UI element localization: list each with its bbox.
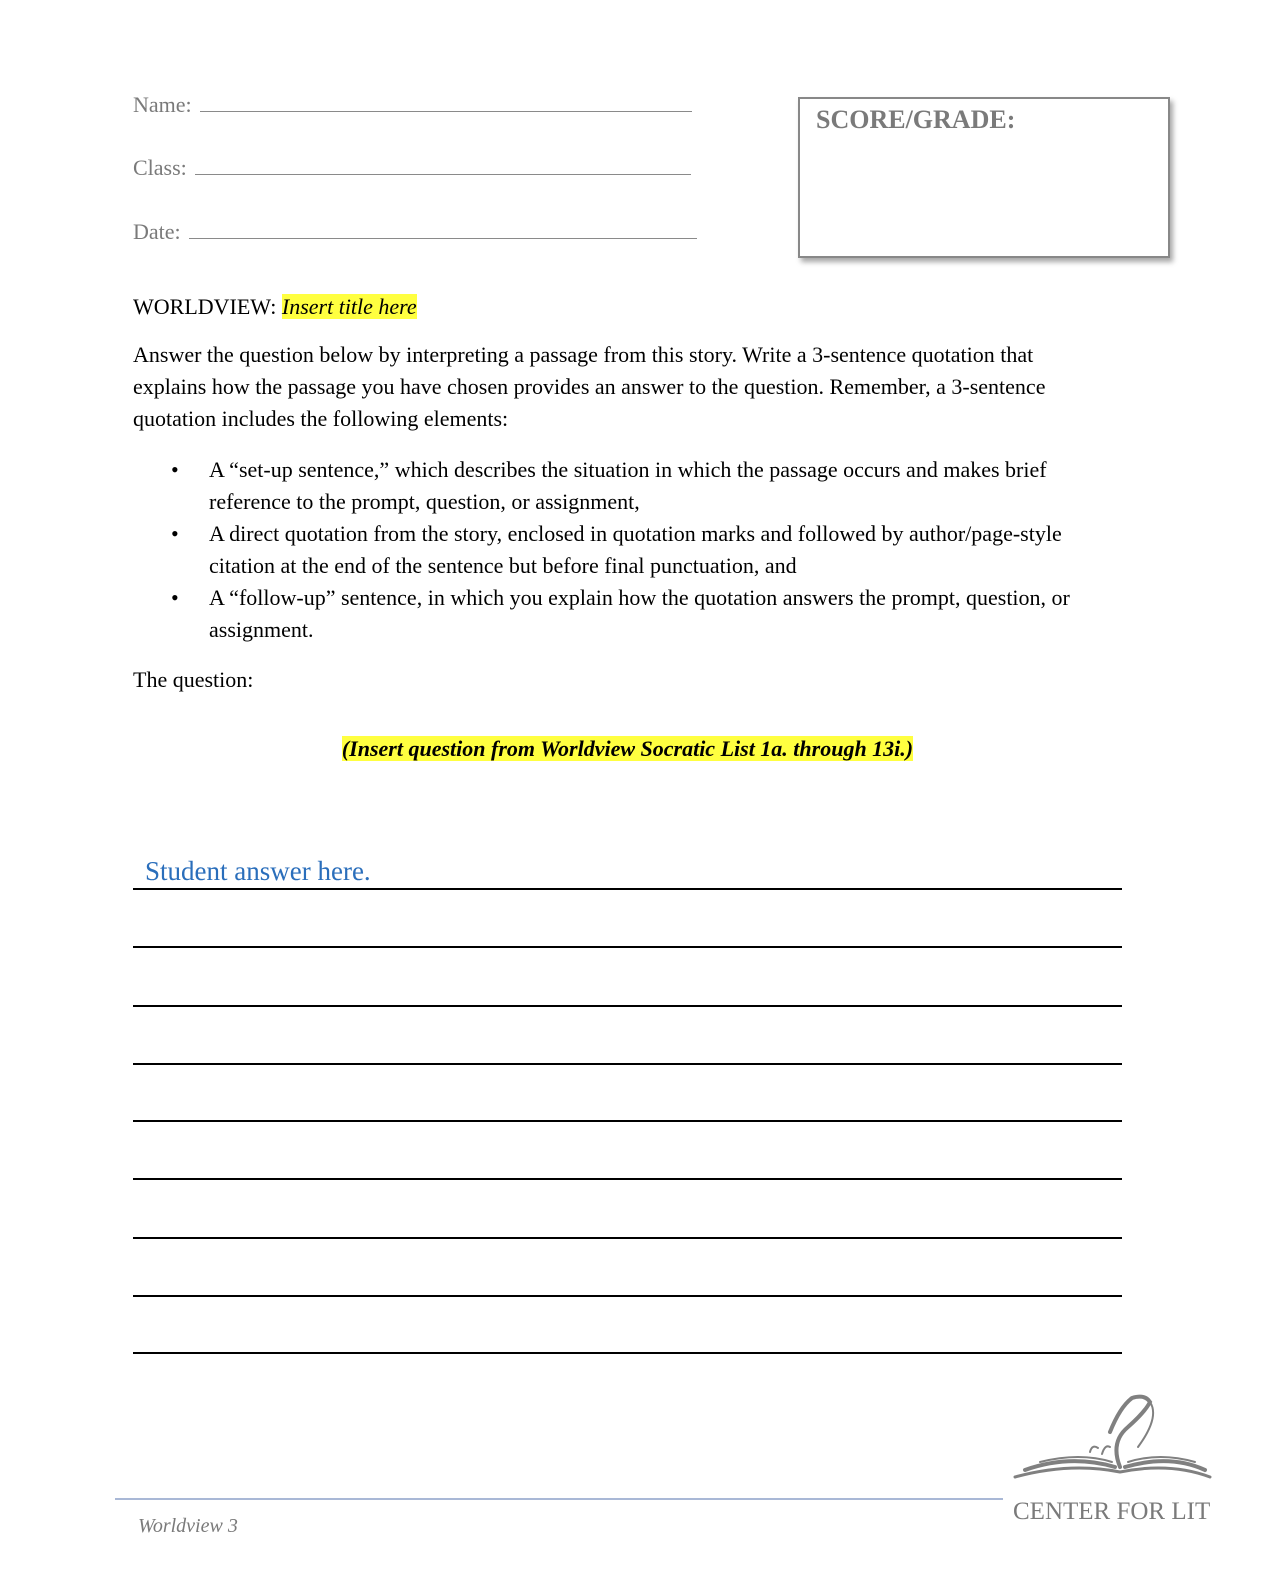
answer-line: [133, 1178, 1122, 1180]
answer-line: [133, 1120, 1122, 1122]
logo-text: CENTER FOR LIT: [1013, 1498, 1211, 1525]
date-label: Date:: [133, 219, 181, 244]
center-for-lit-logo: [1010, 1392, 1215, 1532]
answer-line: [133, 1295, 1122, 1297]
name-field[interactable]: [133, 92, 692, 118]
question-label: The question:: [133, 667, 254, 692]
answer-line: [133, 946, 1122, 948]
name-blank[interactable]: [200, 93, 692, 112]
name-label: Name:: [133, 92, 192, 117]
answer-line: [133, 888, 1122, 890]
question-placeholder[interactable]: (Insert question from Worldview Socratic List 1a. through 13i.): [341, 736, 914, 761]
class-field[interactable]: [133, 155, 691, 181]
title-placeholder[interactable]: Insert title here: [281, 294, 417, 319]
footer-divider: [115, 1498, 1003, 1500]
class-blank[interactable]: [195, 156, 691, 175]
worldview-title: [133, 291, 417, 323]
answer-line: [133, 1237, 1122, 1239]
question-row: [0, 733, 1255, 765]
date-field[interactable]: [133, 219, 697, 245]
title-prefix: WORLDVIEW:: [133, 294, 277, 319]
student-answer[interactable]: Student answer here.: [145, 856, 371, 886]
class-label: Class:: [133, 155, 187, 180]
score-grade-label: SCORE/GRADE:: [816, 105, 1016, 134]
answer-line: [133, 1352, 1122, 1354]
instructions: Answer the question below by interpreting a passage from this story. Write a 3-sentence quotation that explains how the passage you have chosen provides an answer to the question. Remember, a 3-sentence quotation includes the following elements:: [133, 342, 1046, 431]
list-item: • A direct quotation from the story, enclosed in quotation marks and followed by author/page-style citation at the end of the sentence but before final punctuation, and: [133, 518, 1133, 582]
answer-line: [133, 1063, 1122, 1065]
footer-page-label: Worldview 3: [138, 1515, 238, 1537]
score-grade-box: [798, 97, 1170, 258]
pelican-book-icon: [1010, 1392, 1215, 1497]
list-item: • A “set-up sentence,” which describes the situation in which the passage occurs and makes brief reference to the prompt, question, or assignment,: [133, 454, 1133, 518]
list-item: • A “follow-up” sentence, in which you explain how the quotation answers the prompt, question, or assignment.: [133, 582, 1133, 646]
answer-line: [133, 1005, 1122, 1007]
elements-list: [133, 454, 1133, 646]
date-blank[interactable]: [189, 220, 697, 239]
